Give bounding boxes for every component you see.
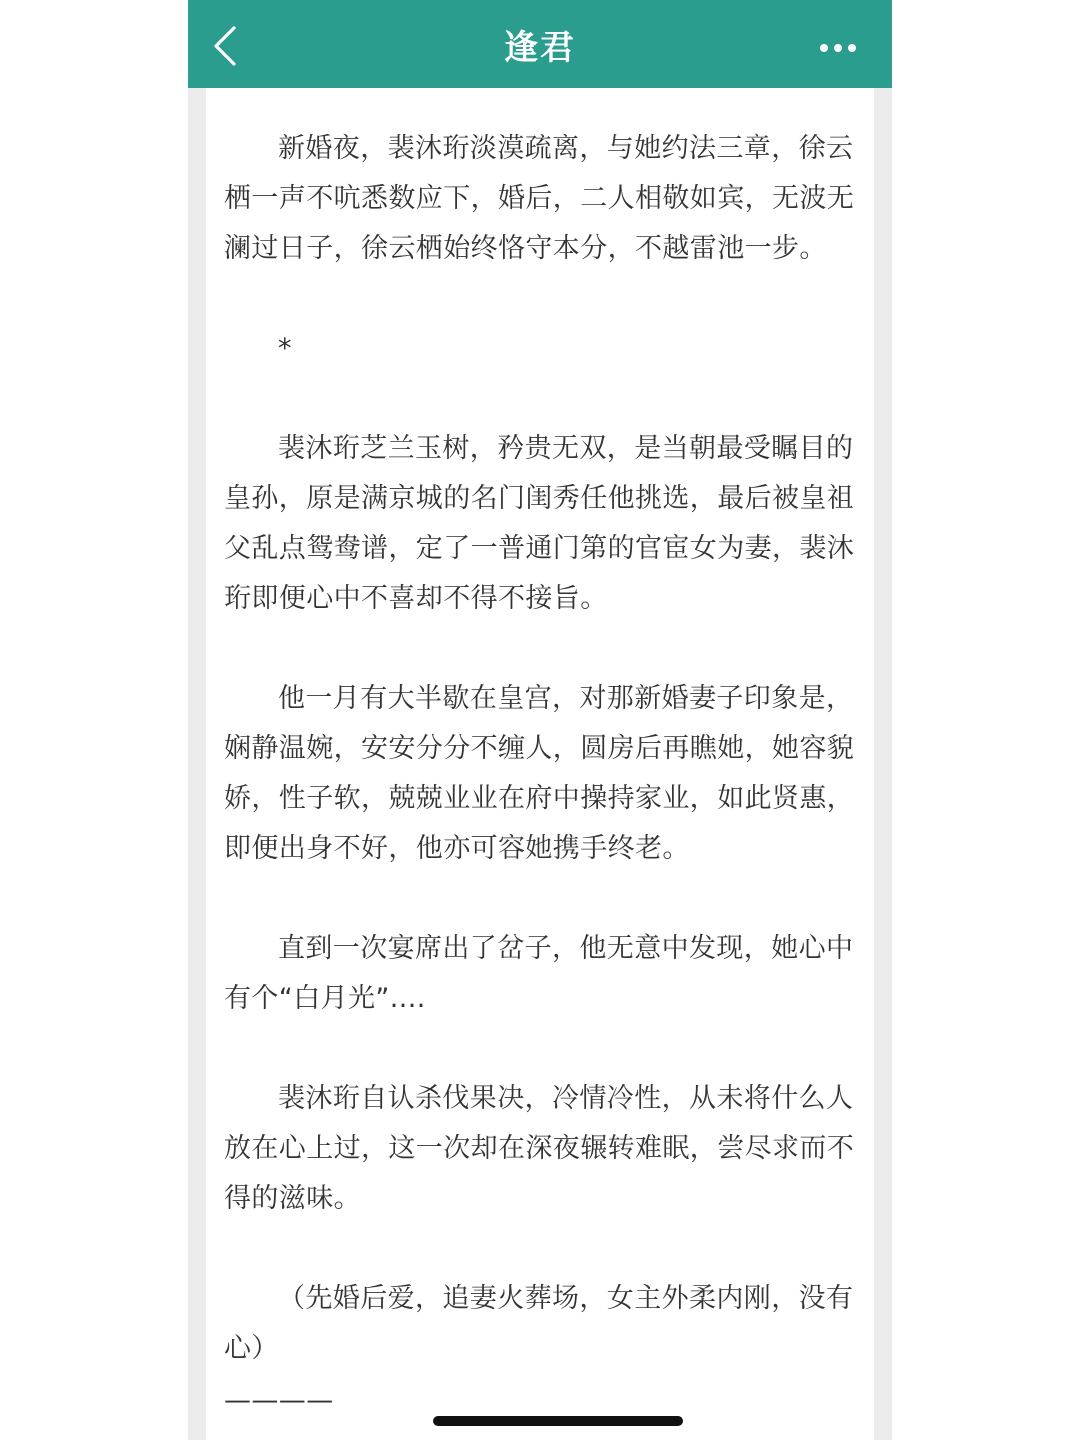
reader-screen bbox=[188, 0, 892, 1440]
home-indicator[interactable] bbox=[433, 1416, 683, 1426]
article-text bbox=[224, 124, 856, 1426]
page-title: 逢君 bbox=[504, 28, 576, 68]
section-separator: * bbox=[278, 333, 292, 364]
more-button[interactable] bbox=[812, 26, 864, 70]
paragraph: 裴沐珩芝兰玉树，矜贵无双，是当朝最受瞩目的皇孙，原是满京城的名门闺秀任他挑选，最后被皇祖父乱点鸳鸯谱，定了一普通门第的官宦女为妻，裴沐珩即便心中不喜却不得不接旨。 bbox=[224, 433, 855, 614]
nav-bar bbox=[188, 0, 892, 88]
more-horizontal-icon bbox=[812, 26, 864, 70]
paragraph: （先婚后爱，追妻火葬场，女主外柔内刚，没有心） bbox=[224, 1283, 854, 1364]
paragraph: 直到一次宴席出了岔子，他无意中发现，她心中有个“白月光”.... bbox=[224, 933, 854, 1014]
paragraph: 他一月有大半歇在皇宫，对那新婚妻子印象是，娴静温婉，安安分分不缠人，圆房后再瞧她，她容貌娇，性子软，兢兢业业在府中操持家业，如此贤惠，即便出身不好，他亦可容她携手终老。 bbox=[224, 683, 855, 864]
article-content[interactable] bbox=[206, 88, 874, 1440]
paragraph: 裴沐珩自认杀伐果决，冷情冷性，从未将什么人放在心上过，这一次却在深夜辗转难眠，尝尽求而不得的滋味。 bbox=[224, 1083, 855, 1214]
text-divider: ———— bbox=[224, 1385, 334, 1416]
paragraph: 新婚夜，裴沐珩淡漠疏离，与她约法三章，徐云栖一声不吭悉数应下，婚后，二人相敬如宾，无波无澜过日子，徐云栖始终恪守本分，不越雷池一步。 bbox=[224, 133, 855, 264]
